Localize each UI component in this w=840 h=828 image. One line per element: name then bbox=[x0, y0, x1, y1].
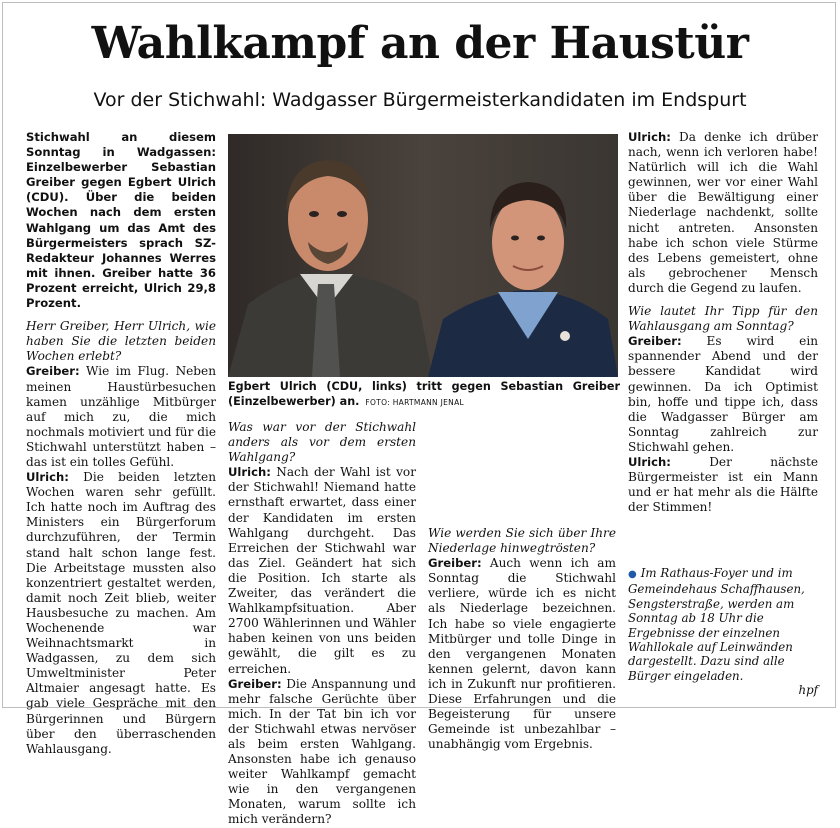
speaker-label: Greiber: bbox=[228, 676, 282, 691]
answer-2-greiber-part1 bbox=[228, 677, 416, 828]
answer-text: Nach der Wahl ist vor der Stichwahl! Niemand hatte ernsthaft erwartet, dass einer der Kandidaten im ersten Wahlgang durchgeht. Das Erreichen der Stichwahl war das Ziel. Geändert hat sich die Position. Ich starte als Zweiter, das verändert die Wahlkampfsituation. Aber 2700 Wählerinnen und Wähler haben keinen von uns beiden gewählt, die gilt es zu erreichen. bbox=[228, 465, 416, 676]
author-signature: hpf bbox=[798, 683, 818, 698]
speaker-label: Ulrich: bbox=[628, 130, 671, 144]
info-text: Im Rathaus-Foyer und im Gemeindehaus Schaffhausen, Sengsterstraße, werden am Sonntag ab 18 Uhr die Ergebnisse der einzelnen Wahllokale auf Leinwänden dargestellt. Dazu sind alle Bürger eingeladen. bbox=[628, 566, 805, 683]
bullet-icon: ● bbox=[628, 569, 637, 580]
answer-text: Es wird ein spannender Abend und der bessere Kandidat wird gewinnen. Da ich Optimist bin, hoffe und tippe ich, dass die Wadgasser Bürger am Sonntag zahlreich zur Stichwahl gehen. bbox=[628, 334, 818, 454]
speaker-label: Ulrich: bbox=[228, 465, 271, 480]
question-1: Herr Greiber, Herr Ulrich, wie haben Sie die letzten beiden Wochen erlebt? bbox=[26, 319, 216, 364]
answer-text: Auch wenn ich am Sonntag die Stichwahl verliere, würde ich es nicht als Niederlage bezeichnen. Ich habe so viele engagierte Mitbürger und tolle Dinge in den vergangenen Monaten kennen gelernt, davon kann ich in Zukunft nur profitieren. Diese Erfahrungen und die Begeisterung für unsere Gemeinde ist unbezahlbar – unabhängig vom Ergebnis. bbox=[428, 556, 616, 752]
candidates-photo bbox=[228, 134, 618, 377]
speaker-label: Ulrich: bbox=[628, 454, 671, 469]
article-intro: Stichwahl an diesem Sonntag in Wadgassen: Einzelbewerber Sebastian Greiber gegen Egbert Ulrich (CDU). Über die beiden Wochen nach dem ersten Wahlgang um das Amt des Bürgermeisters sprach SZ-Redakteur Johannes Werres mit ihnen. Greiber hatte 36 Prozent erreicht, Ulrich 29,8 Prozent. bbox=[26, 130, 216, 311]
answer-3-greiber bbox=[428, 556, 616, 752]
answer-2-ulrich bbox=[228, 465, 416, 676]
speaker-label: Ulrich: bbox=[26, 470, 69, 485]
headline: Wahlkampf an der Haustür bbox=[91, 18, 749, 69]
answer-4-ulrich bbox=[628, 455, 818, 515]
answer-4-greiber bbox=[628, 334, 818, 455]
photo-credit: FOTO: HARTMANN JENAL bbox=[365, 397, 464, 407]
answer-text: Da denke ich drüber nach, wenn ich verloren habe! Natürlich will ich die Wahl gewinnen, wer vor einer Wahl über die Bewältigung einer Niederlage nachdenkt, sollte nicht antreten. Ansonsten habe ich schon viele Stürme des Lebens gemeistert, ohne als gebrochener Mensch durch die Gegend zu laufen. bbox=[628, 130, 818, 295]
answer-text: Die Anspannung und mehr falsche Gerüchte über mich. In der Tat bin ich vor der Stichwahl etwas nervöser als beim ersten Wahlgang. Ansonsten habe ich genauso weiter Wahlkampf gemacht wie in den vergangenen Monaten, warum sollte ich mich verändern? bbox=[228, 676, 416, 827]
answer-text: Die beiden letzten Wochen waren sehr gefüllt. Ich hatte noch im Auftrag des Ministers ein Bürgerforum durchzuführen, der Termin stand halt schon lange fest. Die Arbeitstage mussten also konzentriert gestaltet werden, damit noch Zeit blieb, weiter Hausbesuche zu machen. Am Wochenende war Weihnachtsmarkt in Wadgassen, zu dem sich Umweltminister Peter Altmaier angesagt hatte. Es gab viele Gespräche mit den Bürgerinnen und Bürgern über den überraschenden Wahlausgang. bbox=[26, 470, 216, 756]
photo-caption bbox=[228, 380, 620, 410]
subheadline: Vor der Stichwahl: Wadgasser Bürgermeisterkandidaten im Endspurt bbox=[93, 89, 747, 111]
speaker-label: Greiber: bbox=[428, 556, 482, 571]
column-1 bbox=[26, 130, 216, 757]
question-2: Was war vor der Stichwahl anders als vor dem ersten Wahlgang? bbox=[228, 420, 416, 465]
question-3: Wie werden Sie sich über Ihre Niederlage hinwegtrösten? bbox=[428, 526, 616, 556]
answer-text: Der nächste Bürgermeister ist ein Mann und er hat mehr als die Hälfte der Stimmen! bbox=[628, 454, 818, 515]
caption-text: Egbert Ulrich (CDU, links) tritt gegen Sebastian Greiber (Einzelbewerber) an. bbox=[228, 380, 620, 408]
speaker-label: Greiber: bbox=[26, 364, 80, 379]
column-4 bbox=[628, 130, 818, 515]
answer-text: Wie im Flug. Neben meinen Haustürbesuchen kamen unzählige Mitbürger auf mich zu, die mich nochmals motiviert und für die Stichwahl unterstützt haben – das ist ein tolles Gefühl. bbox=[26, 364, 216, 469]
column-3 bbox=[428, 526, 616, 752]
candidates-photo-image bbox=[228, 134, 618, 377]
answer-1-greiber bbox=[26, 364, 216, 470]
column-2 bbox=[228, 420, 416, 828]
question-4: Wie lautet Ihr Tipp für den Wahlausgang am Sonntag? bbox=[628, 304, 818, 334]
answer-1-ulrich bbox=[26, 470, 216, 757]
speaker-label: Greiber: bbox=[628, 334, 682, 349]
info-box bbox=[628, 566, 818, 698]
answer-3-ulrich bbox=[628, 130, 818, 296]
